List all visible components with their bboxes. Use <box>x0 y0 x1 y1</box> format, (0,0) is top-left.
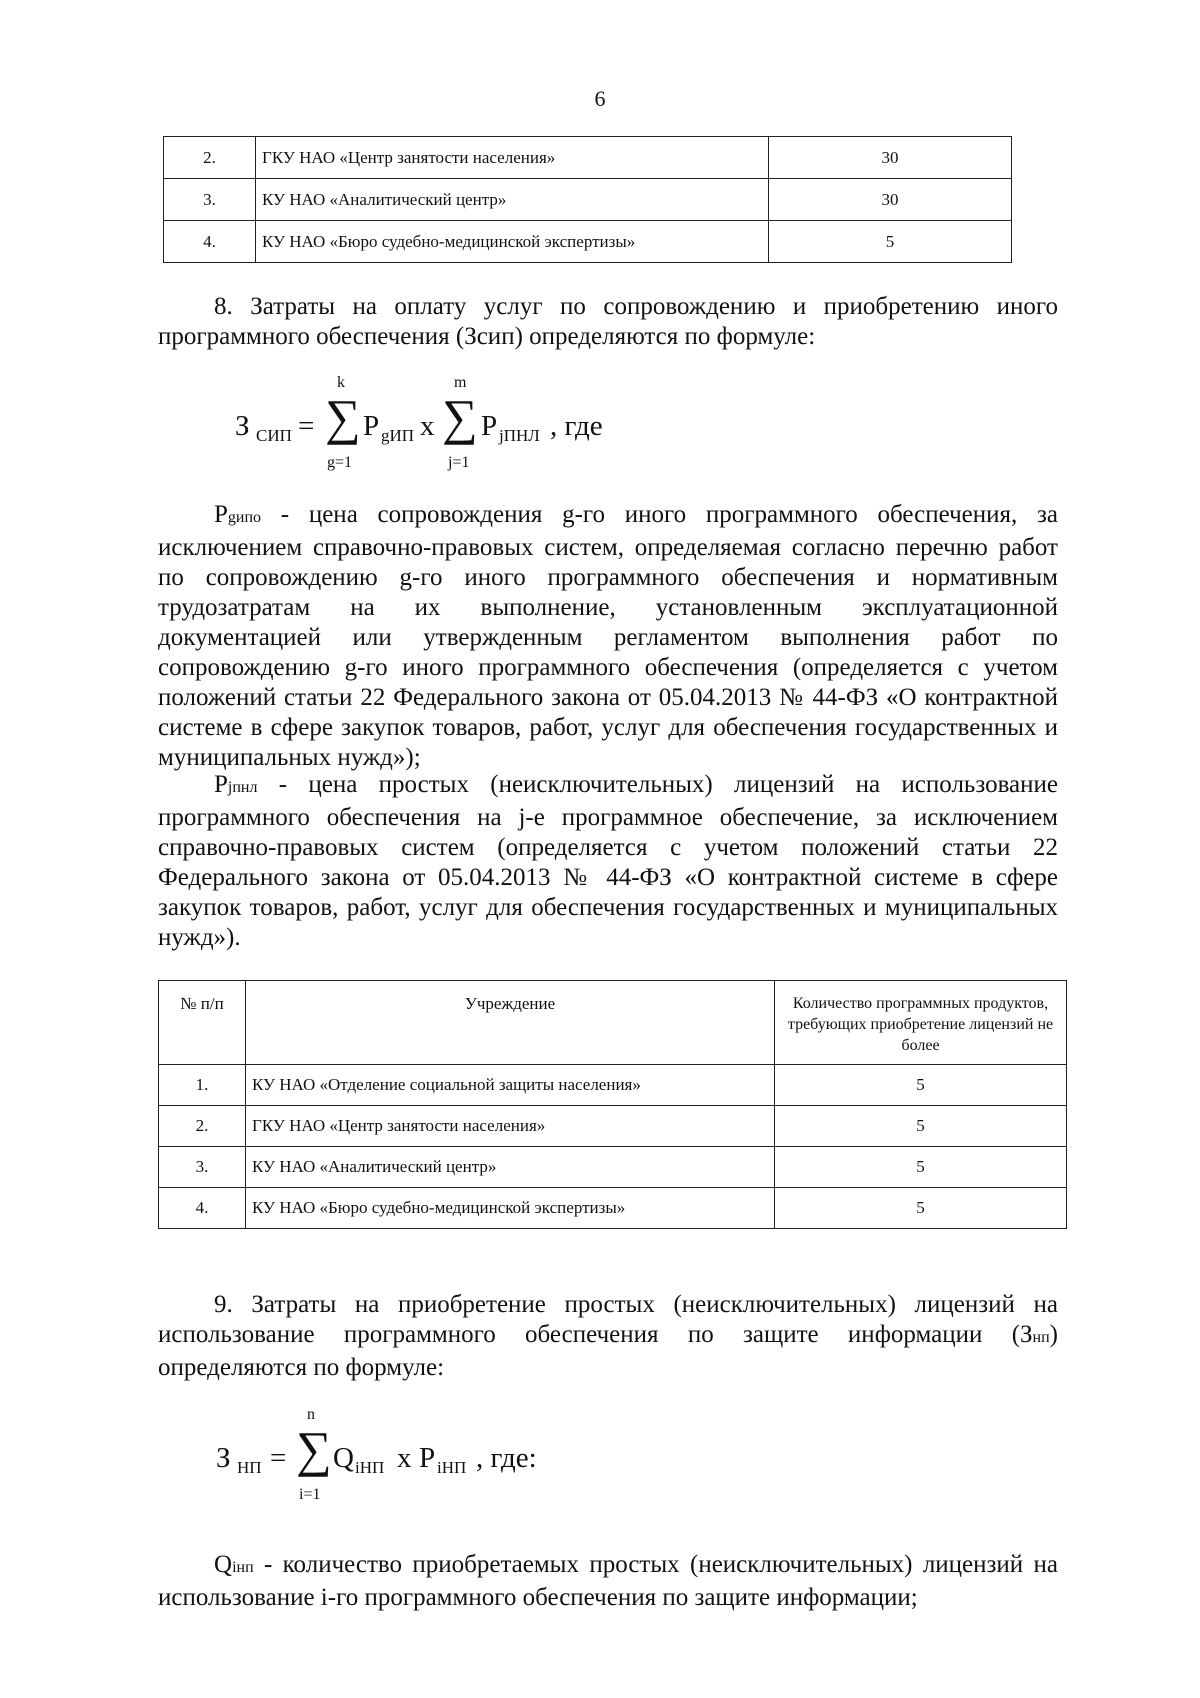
definition-symbol: Pgипо <box>214 501 262 528</box>
institutions-table-continued <box>163 136 1012 263</box>
sum-symbol: ∑ <box>325 389 361 445</box>
definition-qinp <box>158 1550 1058 1613</box>
row-value: 5 <box>775 1065 1067 1106</box>
formula-equals: = <box>298 410 315 442</box>
sum-lower-limit: j=1 <box>448 454 470 471</box>
column-header-institution: Учреждение <box>246 981 775 1065</box>
row-number: 3. <box>159 1147 246 1188</box>
table-row <box>159 1065 1067 1106</box>
formula-term: P <box>363 410 380 442</box>
sum-symbol: ∑ <box>442 389 478 445</box>
formula-term: P <box>481 410 498 442</box>
formula-lhs: З <box>235 410 250 442</box>
institution-name: КУ НАО «Бюро судебно-медицинской экспертизы» <box>256 221 769 263</box>
institution-name: КУ НАО «Бюро судебно-медицинской экспертизы» <box>246 1188 775 1229</box>
definition-text: - цена сопровождения g-го иного программного обеспечения, за исключением справочно-правовых систем, определяемая согласно перечню работ по сопровождению g-го иного программного обеспечения и нормативным трудозатратам на их выполнение, установленным эксплуатационной документацией или утвержденным регламентом выполнения работ по сопровождению g-го иного программного обеспечения (определяется с учетом положений статьи 22 Федерального закона от 05.04.2013 № 44-ФЗ «О контрактной системе в сфере закупок товаров, работ, услуг для обеспечения государственных и муниципальных нужд»); <box>158 501 1058 771</box>
row-value: 5 <box>775 1106 1067 1147</box>
formula-term-sub: gИП <box>381 426 415 445</box>
formula-suffix: , где <box>550 410 603 442</box>
table-header-row <box>159 981 1067 1065</box>
formula-term-sub: jПНЛ <box>499 426 540 445</box>
row-number: 1. <box>159 1065 246 1106</box>
formula-zsip <box>0 370 1200 480</box>
page-number: 6 <box>594 86 606 111</box>
row-number: 4. <box>159 1188 246 1229</box>
sum-symbol: ∑ <box>296 1421 332 1477</box>
sum-lower-limit: i=1 <box>299 1486 321 1503</box>
definition-pgipo <box>158 500 1058 773</box>
table-row <box>164 137 1012 179</box>
definition-symbol: Qiнп <box>214 1551 254 1578</box>
institution-name: ГКУ НАО «Центр занятости населения» <box>246 1106 775 1147</box>
formula-suffix: , где: <box>476 1442 537 1474</box>
licenses-table <box>158 980 1067 1229</box>
sum-upper-limit: k <box>337 374 345 391</box>
table-row <box>159 1147 1067 1188</box>
row-number: 4. <box>164 221 256 263</box>
row-number: 2. <box>159 1106 246 1147</box>
table-row <box>164 221 1012 263</box>
row-value: 5 <box>769 221 1012 263</box>
institution-name: КУ НАО «Отделение социальной защиты населения» <box>246 1065 775 1106</box>
definition-pjpnl <box>158 770 1058 953</box>
row-value: 5 <box>775 1188 1067 1229</box>
row-number: 2. <box>164 137 256 179</box>
row-value: 30 <box>769 179 1012 221</box>
institution-name: КУ НАО «Аналитический центр» <box>256 179 769 221</box>
table-row <box>159 1188 1067 1229</box>
row-value: 5 <box>775 1147 1067 1188</box>
definition-text: - количество приобретаемых простых (неисключительных) лицензий на использование i-го программного обеспечения по защите информации; <box>158 1551 1058 1611</box>
formula-term: P <box>419 1442 436 1474</box>
formula-lhs: З <box>216 1442 231 1474</box>
formula-times: x <box>397 1442 412 1474</box>
sum-upper-limit: n <box>307 1406 315 1423</box>
definition-text: - цена простых (неисключительных) лицензий на использование программного обеспечения на j-е программное обеспечение, за исключением справочно-правовых систем (определяется с учетом положений статьи 22 Федерального закона от 05.04.2013 № 44-ФЗ «О контрактной системе в сфере закупок товаров, работ, услуг для обеспечения государственных и муниципальных нужд»). <box>158 771 1058 951</box>
table-row <box>164 179 1012 221</box>
column-header-number: № п/п <box>159 981 246 1065</box>
formula-times: x <box>420 410 435 442</box>
section-9-intro: 9. Затраты на приобретение простых (неисключительных) лицензий на использование программного обеспечения по защите информации (Знп) определяются по формуле: <box>158 1291 1058 1381</box>
section-8-intro: 8. Затраты на оплату услуг по сопровождению и приобретению иного программного обеспечения (Зсип) определяются по формуле: <box>158 293 1058 350</box>
formula-term-sub: iНП <box>355 1458 385 1477</box>
formula-term: Q <box>333 1442 354 1474</box>
formula-equals: = <box>270 1442 287 1474</box>
row-number: 3. <box>164 179 256 221</box>
institution-name: КУ НАО «Аналитический центр» <box>246 1147 775 1188</box>
formula-znp <box>0 1402 1200 1512</box>
sum-upper-limit: m <box>454 374 467 391</box>
formula-term-sub: iНП <box>437 1458 467 1477</box>
column-header-quantity: Количество программных продуктов, требующих приобретение лицензий не более <box>775 981 1067 1065</box>
formula-lhs-sub: НП <box>237 1458 262 1477</box>
formula-lhs-sub: СИП <box>256 426 292 445</box>
row-value: 30 <box>769 137 1012 179</box>
definition-symbol: Pjпнл <box>214 771 258 798</box>
sum-lower-limit: g=1 <box>327 454 353 471</box>
table-row <box>159 1106 1067 1147</box>
institution-name: ГКУ НАО «Центр занятости населения» <box>256 137 769 179</box>
